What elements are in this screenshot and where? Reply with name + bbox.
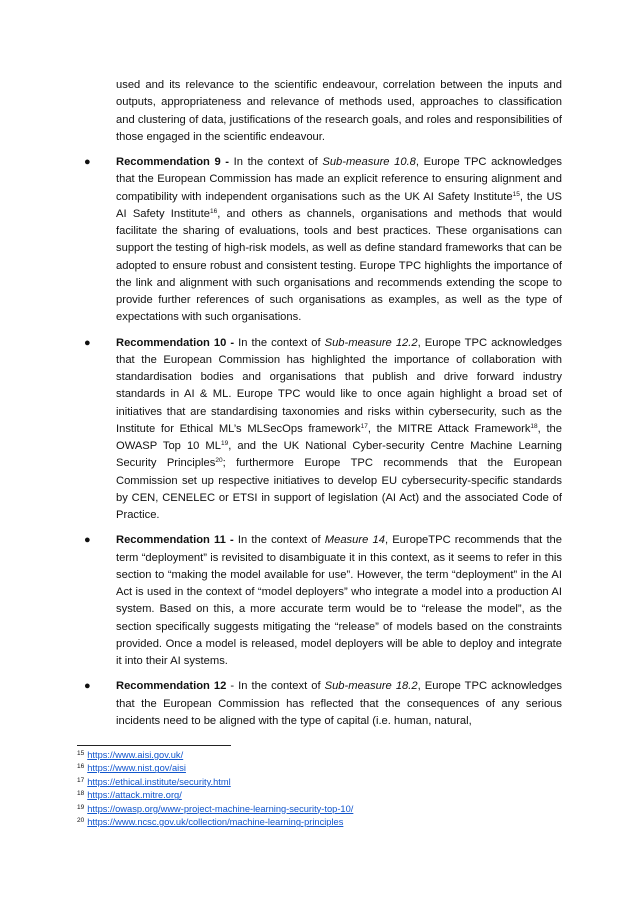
footnote-number: 15 xyxy=(77,750,85,757)
text-span: , the OWASP Top 10 ML xyxy=(116,422,562,452)
footnote-17 xyxy=(77,775,557,788)
text-span: In the context of xyxy=(233,534,325,547)
text-span: , Europe TPC acknowledges that the European Commission has highlighted the importance of collaboration with standardisation bodies and organisations that publish and drive forward industry standards in AI & ML. Europe TPC would like to once again highlight a broad set of initiatives that are standardising taxonomies and risks within cybersecurity, such as the Institute for Ethical ML’s MLSecOps framework xyxy=(116,336,562,435)
footnote-number: 16 xyxy=(77,763,85,771)
recommendation-9 xyxy=(84,154,563,327)
text-span: In the context of xyxy=(229,156,323,168)
measure-ref: Measure 14 xyxy=(324,534,385,547)
footnote-link[interactable]: https://owasp.org/www-project-machine-learning-security-top-10/ xyxy=(87,803,354,814)
footnote-link[interactable]: https://www.aisi.gov.uk/ xyxy=(87,750,184,760)
measure-ref: Sub-measure 18.2 xyxy=(324,680,418,693)
footnote-19 xyxy=(77,802,557,815)
recommendation-label: Recommendation 11 - xyxy=(116,534,234,547)
footnote-ref[interactable]: 15 xyxy=(512,190,520,198)
footnote-number: 19 xyxy=(77,803,85,811)
footnote-link[interactable]: https://www.ncsc.gov.uk/collection/machine-learning-principles xyxy=(87,817,344,828)
footnote-ref[interactable]: 16 xyxy=(209,207,218,215)
footnote-divider xyxy=(77,745,231,746)
bullet-icon: ● xyxy=(84,680,91,693)
text-span: , and the UK National Cyber-security Centre Machine Learning Security Principles xyxy=(116,440,562,470)
footnote-number: 17 xyxy=(77,776,85,784)
text-span: - In the context of xyxy=(226,680,325,693)
footnote-link[interactable]: https://attack.mitre.org/ xyxy=(87,790,182,801)
footnote-number: 20 xyxy=(77,817,85,825)
intro-paragraph: used and its relevance to the scientific endeavour, correlation between the inputs and outputs, appropriateness and relevance of methods used, approaches to classification and clustering of data, justifications of the research goals, and roles and responsibilities of those engaged in the scientific endeavour. xyxy=(116,79,562,143)
text-span: ; furthermore Europe TPC recommends that the European Commission set up respective initiatives to develop EU cybersecurity-specific standards by CEN, CENELEC or ETSI in support of legislation (AI Act) and the associated Code of Practice. xyxy=(116,457,562,521)
footnote-20 xyxy=(77,815,557,828)
recommendation-label: Recommendation 9 - xyxy=(116,156,230,168)
text-span: , Europe TPC acknowledges that the European Commission has reflected that the consequences of any serious incidents need to be aligned with the type of capital (i.e. human, natural, xyxy=(116,680,562,727)
footnote-18 xyxy=(77,788,557,801)
text-span: , and others as channels, organisations and methods that would facilitate the sharing of evaluations, tools and best practices. These organisations can support the testing of high-risk models, as well as define standard frameworks that can be adopted to ensure robust and consistent testing. Europe TPC highlights the importance of the link and alignment with such organisations and recommends extending the scope to provide further references of such organisations as examples, as well as the type of expectations with such organisations. xyxy=(116,207,563,324)
recommendation-10 xyxy=(84,335,562,525)
recommendation-11 xyxy=(84,532,562,670)
text-span: In the context of xyxy=(234,336,325,349)
recommendation-12 xyxy=(84,678,562,730)
footnote-number: 18 xyxy=(77,790,85,798)
footnote-ref[interactable]: 20 xyxy=(215,457,223,465)
text-span: , Europe TPC acknowledges that the European Commission has made an explicit reference to ensuring alignment and compatibility with independent organisations such as the UK AI Safety Institute xyxy=(116,156,562,203)
text-span: , the US AI Safety Institute xyxy=(116,190,562,220)
bullet-icon: ● xyxy=(84,534,91,547)
recommendation-label: Recommendation 12 xyxy=(116,680,227,693)
footnotes xyxy=(77,745,557,828)
measure-ref: Sub-measure 12.2 xyxy=(324,336,418,349)
footnote-link[interactable]: https://ethical.institute/security.html xyxy=(87,776,231,787)
footnote-16 xyxy=(77,761,557,774)
footnote-ref[interactable]: 17 xyxy=(360,422,368,430)
footnote-ref[interactable]: 18 xyxy=(530,422,538,430)
footnote-link[interactable]: https://www.nist.gov/aisi xyxy=(87,763,186,774)
bullet-icon: ● xyxy=(84,336,91,349)
text-span: , EuropeTPC recommends that the term “deployment” is revisited to disambiguate it in this context, as it seems to refer in this section to “making the model available for use”. However, the term “deployment” in the AI Act is used in the context of “model deployers” who integrate a model into a production AI system. Based on this, a more accurate term would be to “release the model”, as the section specifically suggests mitigating the “release” of models based on the constraints provided. Once a model is released, model deployers will be able to deploy and integrate it into their AI systems. xyxy=(116,534,562,667)
text-span: , the MITRE Attack Framework xyxy=(367,422,531,435)
bullet-icon: ● xyxy=(84,156,91,168)
recommendation-label: Recommendation 10 - xyxy=(116,336,235,349)
footnote-ref[interactable]: 19 xyxy=(220,440,229,447)
measure-ref: Sub-measure 10.8 xyxy=(322,156,416,168)
footnote-15 xyxy=(77,748,557,761)
body-text xyxy=(84,77,563,738)
